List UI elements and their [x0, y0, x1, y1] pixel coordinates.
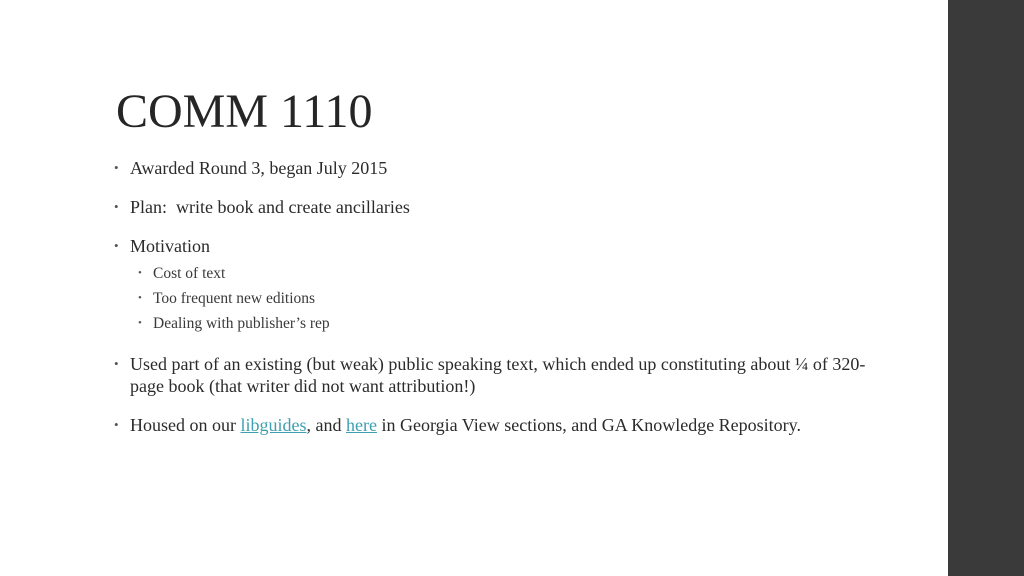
bullet-housed-after: in Georgia View sections, and GA Knowledge Repository. — [376, 415, 802, 435]
bullet-housed-middle: , and — [306, 415, 346, 435]
bullet-housed — [112, 414, 872, 436]
bullet-plan-text: Plan: write book and create ancillaries — [130, 197, 410, 217]
sub-bullet-cost-text: Cost of text — [153, 265, 226, 282]
here-link[interactable]: here — [346, 415, 377, 435]
sub-bullet-cost — [130, 261, 872, 286]
motivation-sub-list — [130, 261, 872, 336]
bullet-awarded-text: Awarded Round 3, began July 2015 — [130, 158, 388, 178]
bullet-motivation-text: Motivation — [130, 236, 210, 256]
bullet-housed-before: Housed on our — [130, 415, 241, 435]
slide-title: COMM 1110 — [116, 85, 373, 138]
sub-bullet-editions-text: Too frequent new editions — [153, 290, 316, 307]
bullet-existing-text-content: Used part of an existing (but weak) public speaking text, which ended up constituting about ¼ of 320-page book (that writer did not want attribution!) — [130, 354, 866, 396]
sub-bullet-publisher-text: Dealing with publisher’s rep — [153, 315, 330, 332]
bullet-existing-text — [112, 353, 872, 397]
bullet-plan — [112, 196, 872, 218]
libguides-link[interactable]: libguides — [240, 415, 307, 435]
sub-bullet-editions — [130, 286, 872, 311]
bullet-list — [112, 157, 872, 436]
bullet-awarded — [112, 157, 872, 179]
bullet-motivation — [112, 235, 872, 336]
right-side-bar — [948, 0, 1024, 576]
sub-bullet-publisher — [130, 311, 872, 336]
